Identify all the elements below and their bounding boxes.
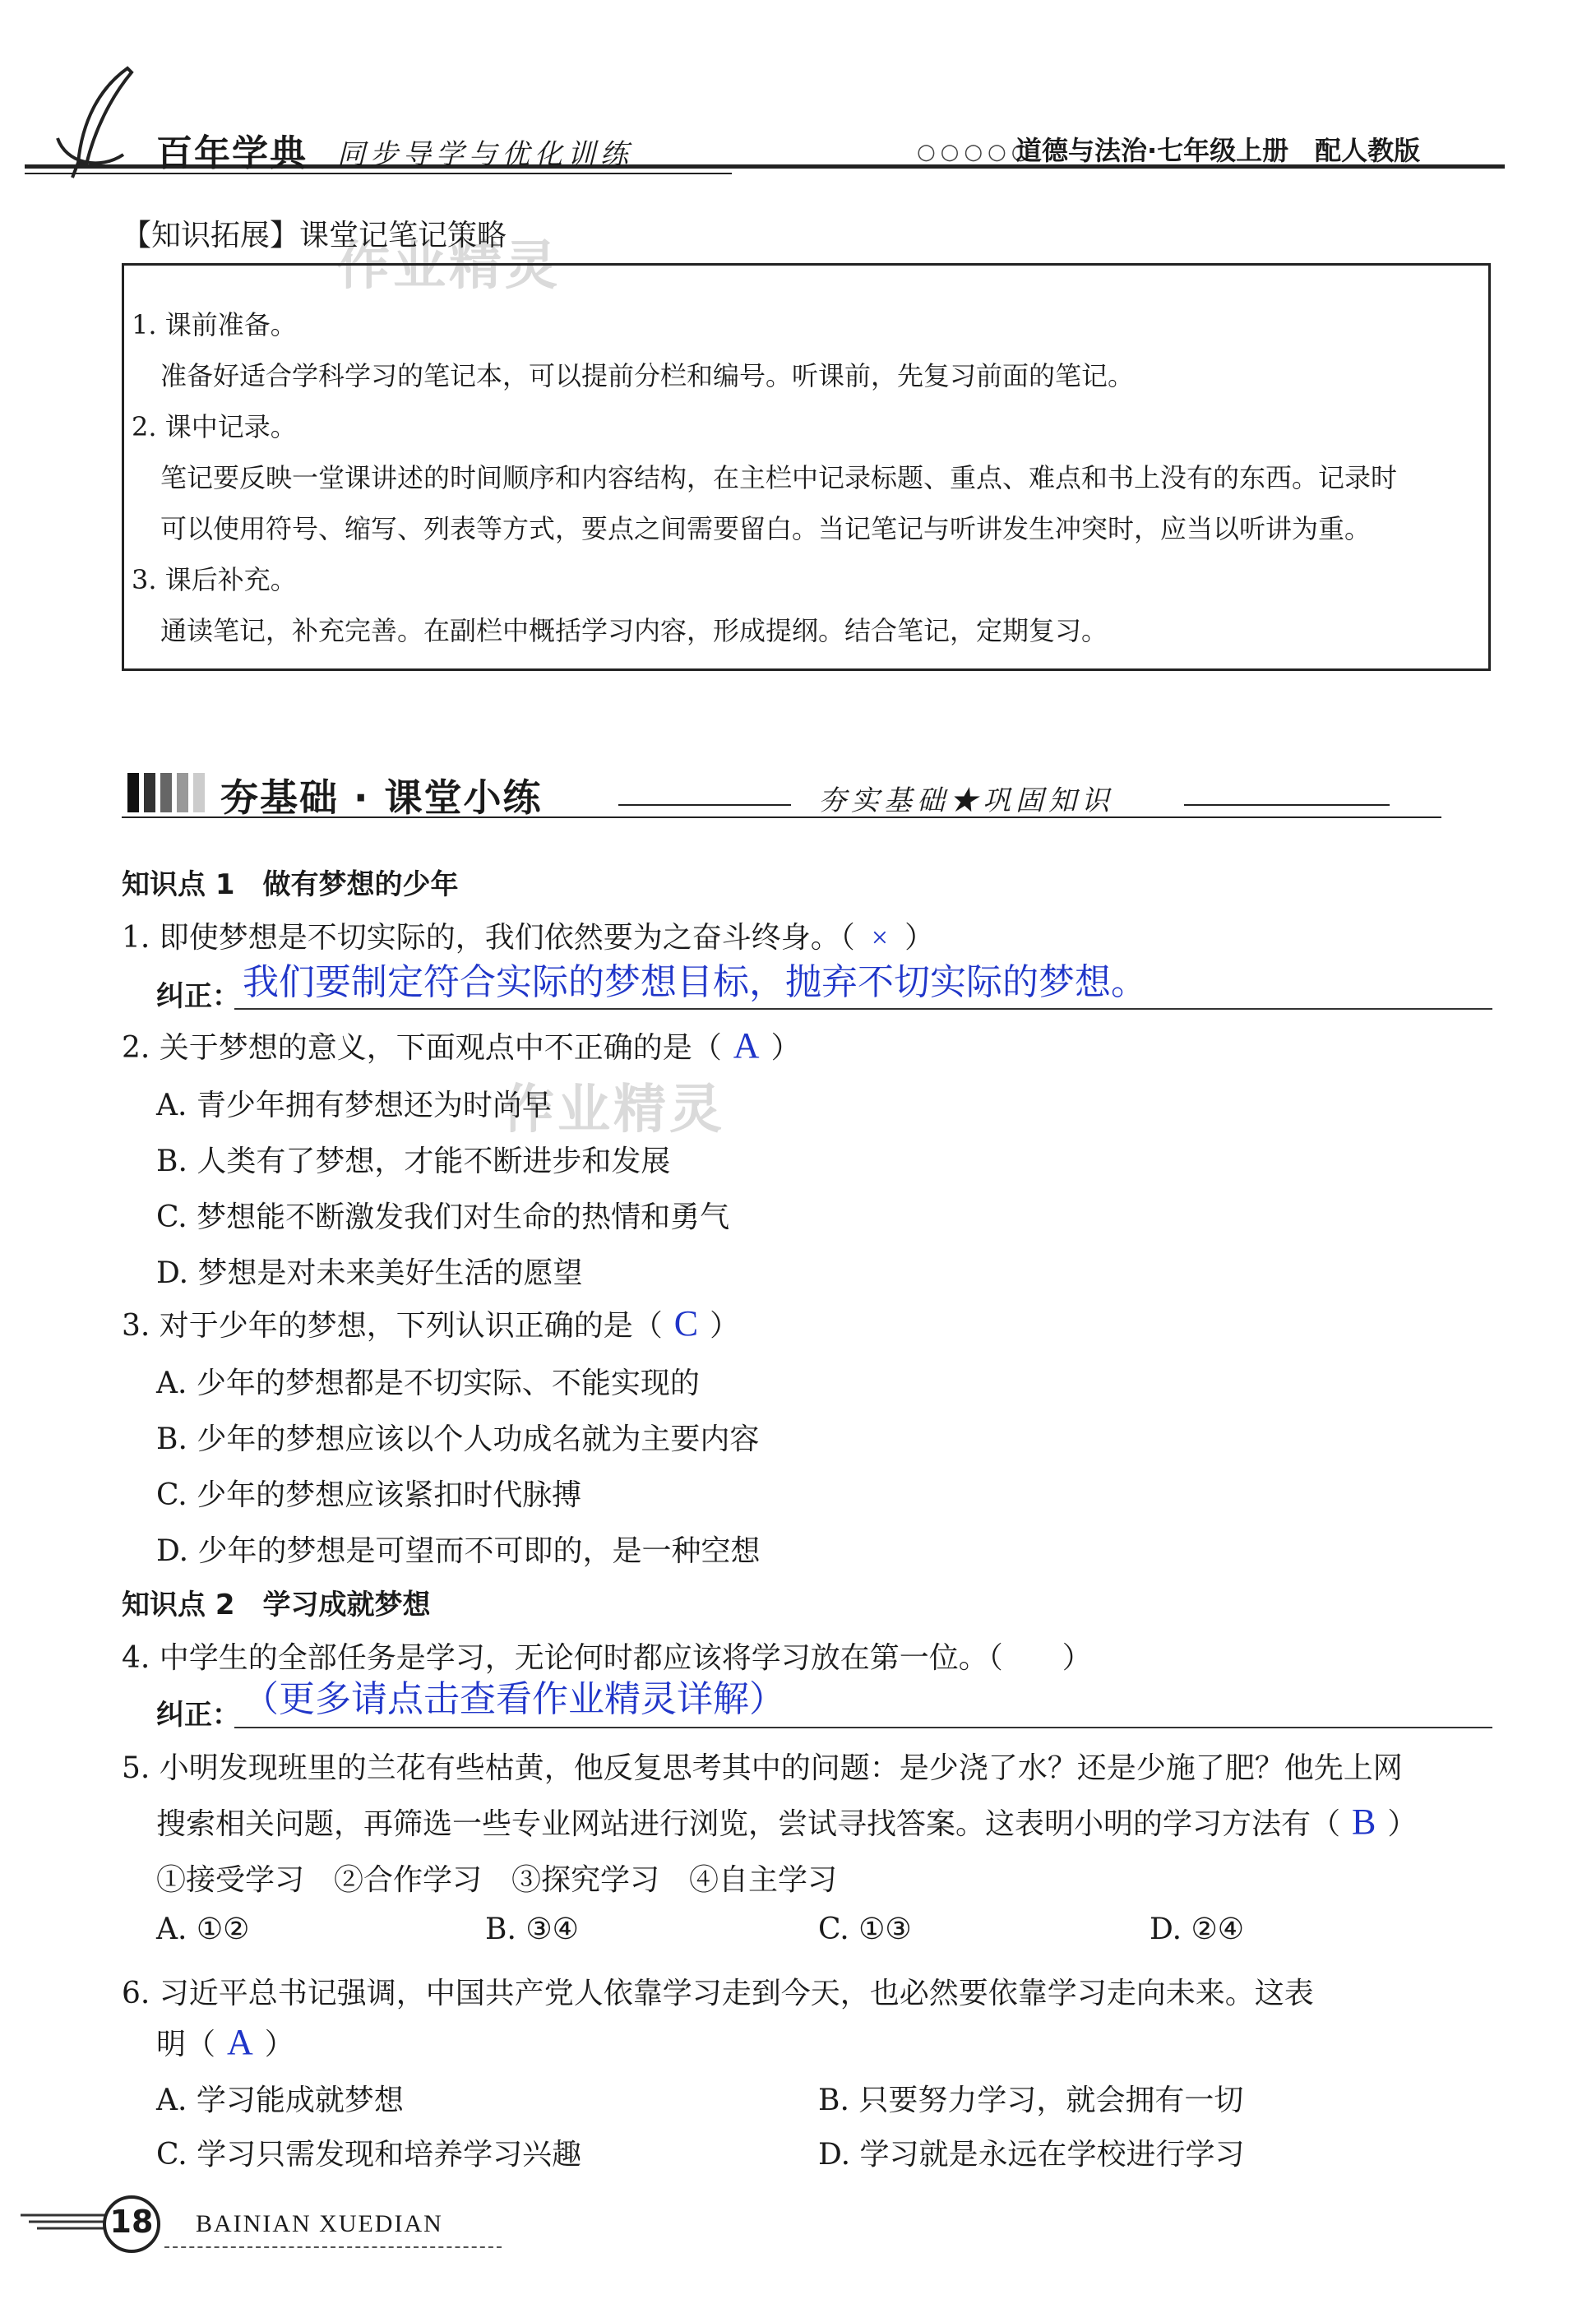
header-dots: ○○○○○ [917, 140, 1035, 164]
question-3-answer: C [673, 1303, 699, 1344]
question-2 [122, 1025, 801, 1066]
brand-title: 百年学典 [156, 132, 308, 174]
brand-tagline: 同步导学与优化训练 [337, 138, 633, 171]
question-6-option: B. 只要努力学习，就会拥有一切 [818, 2084, 1244, 2117]
header-rule-thin [25, 173, 732, 174]
question-5-option: C. ①③ [818, 1913, 912, 1946]
question-4-fix-label: 纠正： [156, 1699, 240, 1732]
knowledge-point-2-title: 知识点 2 学习成就梦想 [122, 1589, 431, 1621]
question-6-line2 [156, 2021, 294, 2063]
feather-pen-icon [49, 64, 148, 179]
question-1-stem: 1. 即使梦想是不切实际的，我们依然要为之奋斗终身。（ [122, 921, 855, 955]
footer-speed-lines-icon [21, 2210, 111, 2235]
extension-line: 通读笔记，补充完善。在副栏中概括学习内容，形成提纲。结合笔记，定期复习。 [160, 615, 1108, 646]
question-2-stem: 2. 关于梦想的意义，下面观点中不正确的是（ [122, 1031, 722, 1065]
section-subtitle: 夯实基础★巩固知识 [818, 784, 1114, 817]
question-3-option: B. 少年的梦想应该以个人功成名就为主要内容 [156, 1422, 760, 1456]
section-title: 夯基础 · 课堂小练 [220, 775, 543, 820]
question-5-option: D. ②④ [1150, 1913, 1245, 1946]
question-2-option: D. 梦想是对未来美好生活的愿望 [156, 1256, 583, 1290]
question-2-option: A. 青少年拥有梦想还为时尚早 [156, 1089, 552, 1122]
section-bars-icon [127, 773, 210, 812]
watermark: 作业精灵 [337, 236, 561, 297]
subject-label: 道德与法治·七年级上册 配人教版 [1015, 135, 1421, 166]
knowledge-point-1-title: 知识点 1 做有梦想的少年 [122, 868, 459, 901]
question-1-fix-label: 纠正： [156, 980, 240, 1013]
extension-line: 3. 课后补充。 [132, 564, 297, 595]
page-number: 18 [109, 2204, 154, 2240]
question-6-line1: 6. 习近平总书记强调，中国共产党人依靠学习走到今天，也必然要依靠学习走向未来。这表 [122, 1977, 1314, 2010]
question-2-close: ） [770, 1031, 801, 1065]
question-4-stem: 4. 中学生的全部任务是学习，无论何时都应该将学习放在第一位。（ ） [122, 1641, 1092, 1675]
question-3-option: C. 少年的梦想应该紧扣时代脉搏 [156, 1478, 582, 1512]
question-2-answer: A [733, 1025, 760, 1066]
extension-title: 【知识拓展】课堂记笔记策略 [122, 219, 507, 252]
question-5-line1: 5. 小明发现班里的兰花有些枯黄，他反复思考其中的问题：是少浇了水？还是少施了肥？他先上网 [122, 1751, 1403, 1785]
question-4-fix-line [234, 1727, 1492, 1728]
question-6-option: D. 学习就是永远在学校进行学习 [818, 2138, 1245, 2172]
question-5-option: A. ①② [156, 1913, 250, 1946]
question-5-answer: B [1352, 1802, 1376, 1842]
question-3-stem: 3. 对于少年的梦想，下列认识正确的是（ [122, 1309, 663, 1343]
question-6-option: C. 学习只需发现和培养学习兴趣 [156, 2138, 582, 2172]
question-2-option: C. 梦想能不断激发我们对生命的热情和勇气 [156, 1200, 730, 1234]
section-rule [618, 804, 791, 806]
footer-brand: BAINIAN XUEDIAN [196, 2210, 443, 2237]
question-6-option: A. 学习能成就梦想 [156, 2084, 404, 2117]
question-5-items: ①接受学习 ②合作学习 ③探究学习 ④自主学习 [156, 1863, 838, 1897]
extension-line: 2. 课中记录。 [132, 411, 297, 442]
section-underline [122, 816, 1441, 818]
question-4-fix-text[interactable]: （更多请点击查看作业精灵详解） [243, 1678, 785, 1720]
question-6-answer: A [227, 2022, 253, 2062]
question-1-fix-line [234, 1008, 1492, 1010]
question-5-stem: 搜索相关问题，再筛选一些专业网站进行浏览，尝试寻找答案。这表明小明的学习方法有（ [156, 1807, 1341, 1841]
question-3-option: D. 少年的梦想是可望而不可即的，是一种空想 [156, 1534, 761, 1568]
question-1 [122, 914, 934, 956]
question-6-stem: 明（ [156, 2028, 216, 2061]
extension-line: 1. 课前准备。 [132, 309, 297, 340]
watermark: 作业精灵 [502, 1080, 725, 1140]
question-5-option: B. ③④ [485, 1913, 579, 1946]
question-3 [122, 1302, 739, 1344]
question-5-line2 [156, 1801, 1417, 1843]
question-1-close: ） [904, 921, 935, 955]
question-5-close: ） [1387, 1807, 1418, 1841]
footer-dashed-rule [164, 2246, 502, 2248]
question-3-close: ） [710, 1309, 740, 1343]
extension-line: 笔记要反映一堂课讲述的时间顺序和内容结构，在主栏中记录标题、重点、难点和书上没有的东西。记录时 [160, 462, 1398, 493]
question-6-close: ） [264, 2028, 294, 2061]
question-1-answer: × [871, 921, 889, 954]
question-3-option: A. 少年的梦想都是不切实际、不能实现的 [156, 1367, 700, 1400]
extension-line: 准备好适合学科学习的笔记本，可以提前分栏和编号。听课前，先复习前面的笔记。 [160, 360, 1135, 391]
section-rule [1184, 804, 1390, 806]
question-2-option: B. 人类有了梦想，才能不断进步和发展 [156, 1145, 671, 1178]
question-1-fix-text: 我们要制定符合实际的梦想目标，抛弃不切实际的梦想。 [243, 961, 1147, 1003]
extension-line: 可以使用符号、缩写、列表等方式，要点之间需要留白。当记笔记与听讲发生冲突时，应当以听讲为重。 [160, 513, 1372, 544]
